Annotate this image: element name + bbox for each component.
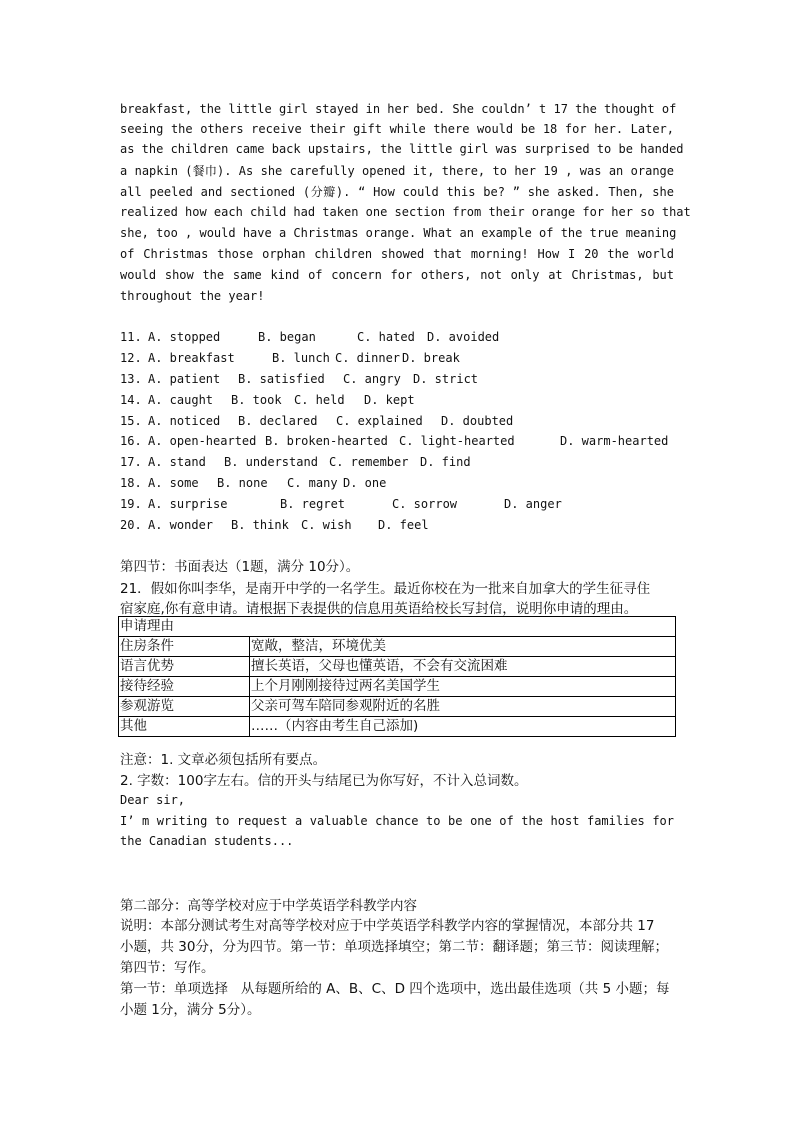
option-c: C. remember: [329, 455, 409, 469]
option-a: A. some: [148, 476, 199, 490]
question-number: 20.: [120, 518, 142, 532]
letter-salutation: Dear sir,: [120, 793, 186, 807]
option-c: C. light-hearted: [399, 434, 515, 448]
option-a: A. breakfast: [148, 351, 235, 365]
option-d: D. strict: [413, 372, 479, 386]
option-d: D. one: [343, 476, 387, 490]
option-b: B. none: [217, 476, 268, 490]
passage-line: all peeled and sectioned (分瓣). “ How could this be? ” she asked. Then, she: [120, 185, 674, 199]
option-a: A. patient: [148, 372, 221, 386]
part-heading: 第二部分：高等学校对应于中学英语学科教学内容: [120, 898, 417, 914]
row-label: 参观游览: [119, 697, 250, 717]
passage-line: throughout the year!: [120, 289, 265, 303]
option-c: C. wish: [301, 518, 352, 532]
passage-line: of Christmas those orphan children showed that morning! How I 20 the world: [120, 247, 674, 261]
option-b: B. declared: [238, 414, 318, 428]
section-instruction-line: 第一节：单项选择 从每题所给的 A、B、C、D 四个选项中，选出最佳选项（共 5 小题；每: [120, 981, 670, 997]
passage-line: would show the same kind of concern for others, not only at Christmas, but: [120, 268, 674, 282]
note-line: 2. 字数：100字左右。信的开头与结尾已为你写好，不计入总词数。: [120, 773, 528, 789]
question-number: 13.: [120, 372, 142, 386]
table-row: [119, 657, 676, 677]
section-heading: 第四节：书面表达（1题，满分 10分）。: [120, 559, 360, 575]
option-a: A. open-hearted: [148, 434, 257, 448]
option-c: C. explained: [336, 414, 423, 428]
option-b: B. regret: [280, 497, 346, 511]
table-row: [119, 637, 676, 657]
option-a: A. caught: [148, 393, 214, 407]
option-c: C. angry: [343, 372, 401, 386]
table-row: [119, 677, 676, 697]
option-b: B. took: [231, 393, 282, 407]
question-number: 12.: [120, 351, 142, 365]
row-value: ……（内容由考生自己添加): [250, 717, 676, 737]
passage-line: seeing the others receive their gift while there would be 18 for her. Later,: [120, 122, 674, 136]
question-number: 18.: [120, 476, 142, 490]
option-b: B. understand: [224, 455, 318, 469]
letter-line: I’ m writing to request a valuable chance to be one of the host families for: [120, 814, 674, 828]
question-number: 16.: [120, 434, 142, 448]
question-number: 15.: [120, 414, 142, 428]
question-number: 19.: [120, 497, 142, 511]
row-value: 擅长英语，父母也懂英语，不会有交流困难: [250, 657, 676, 677]
option-d: D. feel: [378, 518, 429, 532]
row-value: 上个月刚刚接待过两名美国学生: [250, 677, 676, 697]
question-number: 11.: [120, 330, 142, 344]
option-d: D. break: [402, 351, 460, 365]
writing-prompt-line: 21．假如你叫李华，是南开中学的一名学生。最近你校在为一批来自加拿大的学生征寻住: [120, 581, 651, 597]
passage-line: realized how each child had taken one section from their orange for her so that: [120, 205, 691, 219]
part-description-line: 小题，共 30分，分为四节。第一节：单项选择填空；第二节：翻译题；第三节：阅读理解；: [120, 939, 668, 955]
passage-line: breakfast, the little girl stayed in her bed. She couldn’ t 17 the thought of: [120, 102, 677, 116]
option-b: B. broken-hearted: [265, 434, 388, 448]
writing-prompt-line: 宿家庭,你有意申请。请根据下表提供的信息用英语给校长写封信，说明你申请的理由。: [120, 601, 638, 617]
option-c: C. sorrow: [392, 497, 458, 511]
question-number: 14.: [120, 393, 142, 407]
passage-line: a napkin (餐巾). As she carefully opened it, there, to her 19 , was an orange: [120, 164, 674, 178]
table-row: [119, 697, 676, 717]
option-a: A. wonder: [148, 518, 214, 532]
table-header: 申请理由: [119, 617, 676, 637]
option-d: D. doubted: [441, 414, 514, 428]
part-description-line: 说明：本部分测试考生对高等学校对应于中学英语学科教学内容的掌握情况，本部分共 17: [120, 918, 655, 934]
passage-line: as the children came back upstairs, the little girl was surprised to be handed: [120, 142, 684, 156]
part-description-line: 第四节：写作。: [120, 960, 215, 976]
row-label: 语言优势: [119, 657, 250, 677]
section-instruction-line: 小题 1分，满分 5分）。: [120, 1002, 261, 1018]
option-d: D. anger: [504, 497, 562, 511]
option-d: D. warm-hearted: [560, 434, 669, 448]
application-reasons-table: [118, 616, 676, 737]
option-a: A. stand: [148, 455, 206, 469]
note-line: 注意：1. 文章必须包括所有要点。: [120, 752, 327, 768]
option-c: C. hated: [357, 330, 415, 344]
option-d: D. kept: [364, 393, 415, 407]
option-b: B. began: [258, 330, 316, 344]
option-a: A. surprise: [148, 497, 228, 511]
option-c: C. dinner: [335, 351, 401, 365]
option-b: B. satisfied: [238, 372, 325, 386]
option-d: D. avoided: [427, 330, 500, 344]
row-label: 接待经验: [119, 677, 250, 697]
option-c: C. held: [294, 393, 345, 407]
option-c: C. many: [287, 476, 338, 490]
option-b: B. think: [231, 518, 289, 532]
row-label: 其他: [119, 717, 250, 737]
table-row: [119, 717, 676, 737]
question-number: 17.: [120, 455, 142, 469]
letter-line: the Canadian students...: [120, 834, 294, 848]
row-label: 住房条件: [119, 637, 250, 657]
row-value: 宽敞，整洁，环境优美: [250, 637, 676, 657]
row-value: 父亲可驾车陪同参观附近的名胜: [250, 697, 676, 717]
passage-line: she, too , would have a Christmas orange. What an example of the true meaning: [120, 226, 677, 240]
option-a: A. stopped: [148, 330, 221, 344]
option-d: D. find: [420, 455, 471, 469]
option-a: A. noticed: [148, 414, 221, 428]
option-b: B. lunch: [272, 351, 330, 365]
table-header-row: [119, 617, 676, 637]
